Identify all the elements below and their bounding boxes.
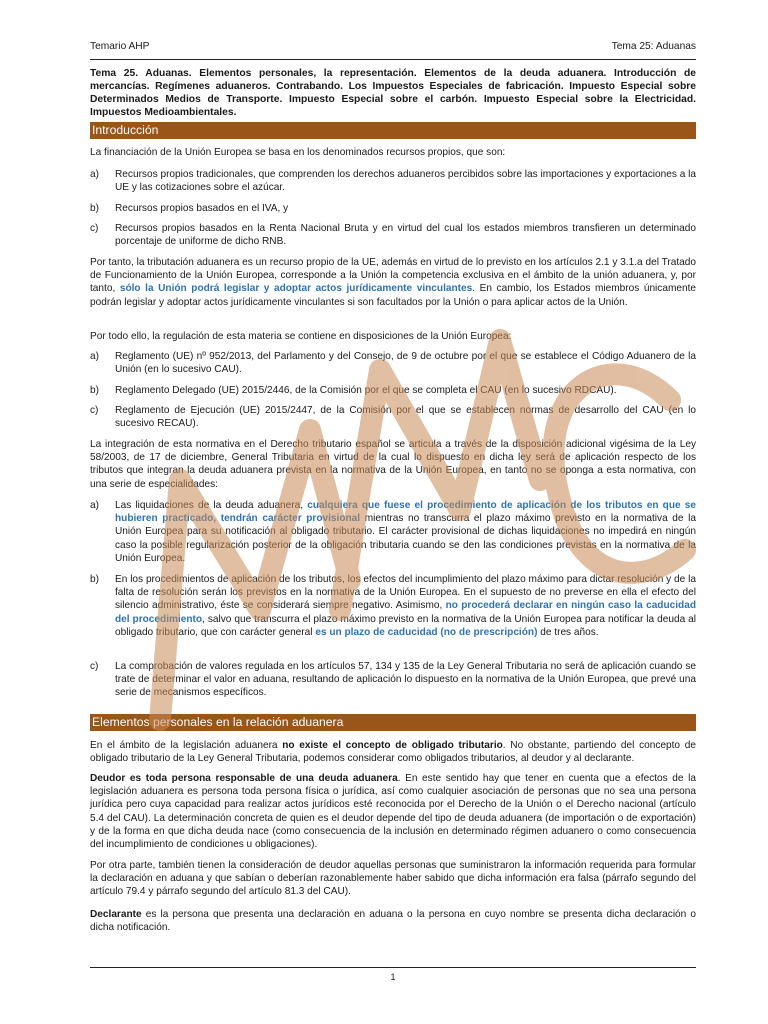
list-marker: a) [90,169,99,180]
list-text [115,573,696,639]
list-item [90,168,696,194]
section-heading-intro: Introducción [90,122,696,139]
list-marker: b) [90,574,99,585]
text-run: de tres años. [537,626,599,638]
list-marker: b) [90,385,99,396]
elementos-paragraph-1 [90,739,696,765]
text-run: . En este sentido hay que tener en cuenta que a efectos de la legislación aduanera es persona toda persona física o jurídica, así como cualquier asociación de personas que no sea una persona jurídica pero cuya capacidad para realizar actos jurídicos esté reconocida por el Derecho de la Unión o el Derecho nacional (artículo 5.4 del CAU). La determinación concreta de quien es el deudor depende del tipo de deuda aduanera (de importación o de exportación) y de la forma en que dicha deuda nace (como consecuencia de la inclusión en determinado régimen aduanero o como consecuencia del incumplimiento de condiciones u obligaciones). [90,773,696,851]
text-run: En el ámbito de la legislación aduanera [90,740,283,751]
list-item [90,660,696,700]
list-text: Reglamento (UE) nº 952/2013, del Parlamento y del Consejo, de 9 de octubre por el que se establece el Código Aduanero de la Unión (en lo sucesivo CAU). [115,351,696,376]
list-marker: b) [90,203,99,214]
intro-paragraph-2 [90,256,696,309]
text-run: . En cambio, los Estados miembros únicamente podrán legislar y adoptar actos jurídicamente vinculantes si son facultados por la Unión o para aplicar actos de la Unión. [90,283,697,308]
list-item [90,404,696,430]
list-marker: c) [90,223,99,234]
list-marker: a) [90,500,99,511]
page-number: 1 [390,972,396,982]
highlight-text: sólo la Unión podrá legislar y adoptar actos jurídicamente vinculantes [119,283,473,295]
elementos-paragraph-3: Por otra parte, también tienen la consideración de deudor aquellas personas que suministraron la información requerida para formular la declaración en aduana y que sabían o deberían razonablemente haber sabido que dicha información era falsa (párrafo segundo del artículo 79.4 y párrafo segundo del artículo 81.3 del CAU). [90,860,696,898]
text-run: . No obstante, partiendo del concepto de obligado tributario de la Ley General Tributaria, podemos considerar como obligados tributarios, al deudor y al declarante. [90,740,696,765]
bold-text: Declarante [90,909,142,920]
list-text: Recursos propios basados en el IVA, y [115,203,289,214]
list-text: Reglamento Delegado (UE) 2015/2446, de la Comisión por el que se completa el CAU (en lo sucesivo RDCAU). [115,385,617,396]
list-item [90,202,696,215]
header-left: Temario AHP [90,41,150,52]
text-run: es la persona que presenta una declaración en aduana o la persona en cuyo nombre se presenta dicha declaración o dicha notificación. [90,909,696,934]
text-run: En los procedimientos de aplicación de los tributos, los efectos del incumplimiento del plazo máximo para dictar resolución y de la falta de resolución serán los previstos en la normativa de la Unión Europea. En el supuesto de no preverse en ella el efecto del silencio administrativo, éste se considerará siempre negativo. Asimismo, [115,574,696,612]
highlight-text: es un plazo de caducidad (no de prescripción) [315,626,538,638]
highlight-text: no procederá declarar en ningún caso la caducidad del procedimiento [115,600,696,625]
bold-text: Deudor es toda persona responsable de una deuda aduanera [90,773,398,784]
highlight-text: cualquiera que fuese el procedimiento de aplicación de los tributos en que se hubieren practicado, tendrán carácter provisional [115,500,696,525]
list-marker: c) [90,661,99,672]
elementos-paragraph-2 [90,772,696,851]
list-marker: c) [90,405,99,416]
page-header [90,41,696,52]
intro-paragraph-1: La financiación de la Unión Europea se basa en los denominados recursos propios, que son: [90,147,506,158]
text-run: mientras no transcurra el plazo máximo previsto en la normativa de la Unión Europea para su notificación al obligado tributario. El carácter provisional de dichas liquidaciones no impedirá en ningún caso la posible regularización posterior de la obligación tributaria cuando se den las condiciones previstas en la normativa de la Unión Europea. [115,513,696,564]
list-text [115,499,696,565]
text-run: Por tanto, la tributación aduanera es un recurso propio de la UE, además en virtud de lo previsto en los artículos 2.1 y 3.1.a del Tratado de Funcionamiento de la Unión Europea, corresponde a la Unión la competencia exclusiva en el ámbito de la unión aduanera, y, por tanto, [90,257,696,295]
list-item [90,350,696,376]
list-text: La comprobación de valores regulada en los artículos 57, 134 y 135 de la Ley General Tributaria no será de aplicación cuando se trate de determinar el valor en aduana, resultando de aplicación lo dispuesto en la normativa de la Unión Europea, que prevé una serie de mecanismos específicos. [115,661,696,699]
intro-paragraph-3: Por todo ello, la regulación de esta materia se contiene en disposiciones de la Unión Europea: [90,331,512,342]
section-heading-elementos: Elementos personales en la relación aduanera [90,714,696,731]
header-divider [90,59,696,60]
text-run: , salvo que transcurra el plazo máximo previsto en la normativa de la Unión Europea para notificar la deuda al obligado tributario, que con carácter general [115,613,696,638]
list-text: Reglamento de Ejecución (UE) 2015/2447, de la Comisión por el que se establecen normas de desarrollo del CAU (en lo sucesivo RECAU). [115,405,696,430]
list-item [90,222,696,248]
elementos-paragraph-4 [90,908,696,934]
list-text: Recursos propios tradicionales, que comprenden los derechos aduaneros percibidos sobre las importaciones y exportaciones a la UE y las cotizaciones sobre el azúcar. [115,169,696,194]
document-title: Tema 25. Aduanas. Elementos personales, la representación. Elementos de la deuda aduanera. Introducción de mercancías. Regímenes aduaneros. Contrabando. Los Impuestos Especiales de fabricación. Impuesto Especial sobre Determinados Medios de Transporte. Impuesto Especial sobre el carbón. Impuesto Especial sobre la Electricidad. Impuestos Medioambientales. [90,68,696,118]
list-item [90,573,696,639]
footer-divider [90,967,696,968]
text-run: Las liquidaciones de la deuda aduanera, [115,500,308,511]
intro-paragraph-4: La integración de esta normativa en el Derecho tributario español se articula a través de la disposición adicional vigésima de la Ley 58/2003, de 17 de diciembre, General Tributaria en virtud de la cual lo dispuesto en dicha ley será de aplicación respecto de los tributos que integran la deuda aduanera prevista en la normativa de la Unión Europea, en tanto no se oponga a esta normativa, con una serie de especialidades: [90,439,696,490]
list-item [90,499,696,565]
header-right: Tema 25: Aduanas [611,41,696,52]
list-marker: a) [90,351,99,362]
bold-text: no existe el concepto de obligado tributario [282,740,503,751]
list-text: Recursos propios basados en la Renta Nacional Bruta y en virtud del cual los estados miembros transfieren un determinado porcentaje de uniforme de dicho RNB. [115,223,696,248]
list-item [90,384,696,397]
